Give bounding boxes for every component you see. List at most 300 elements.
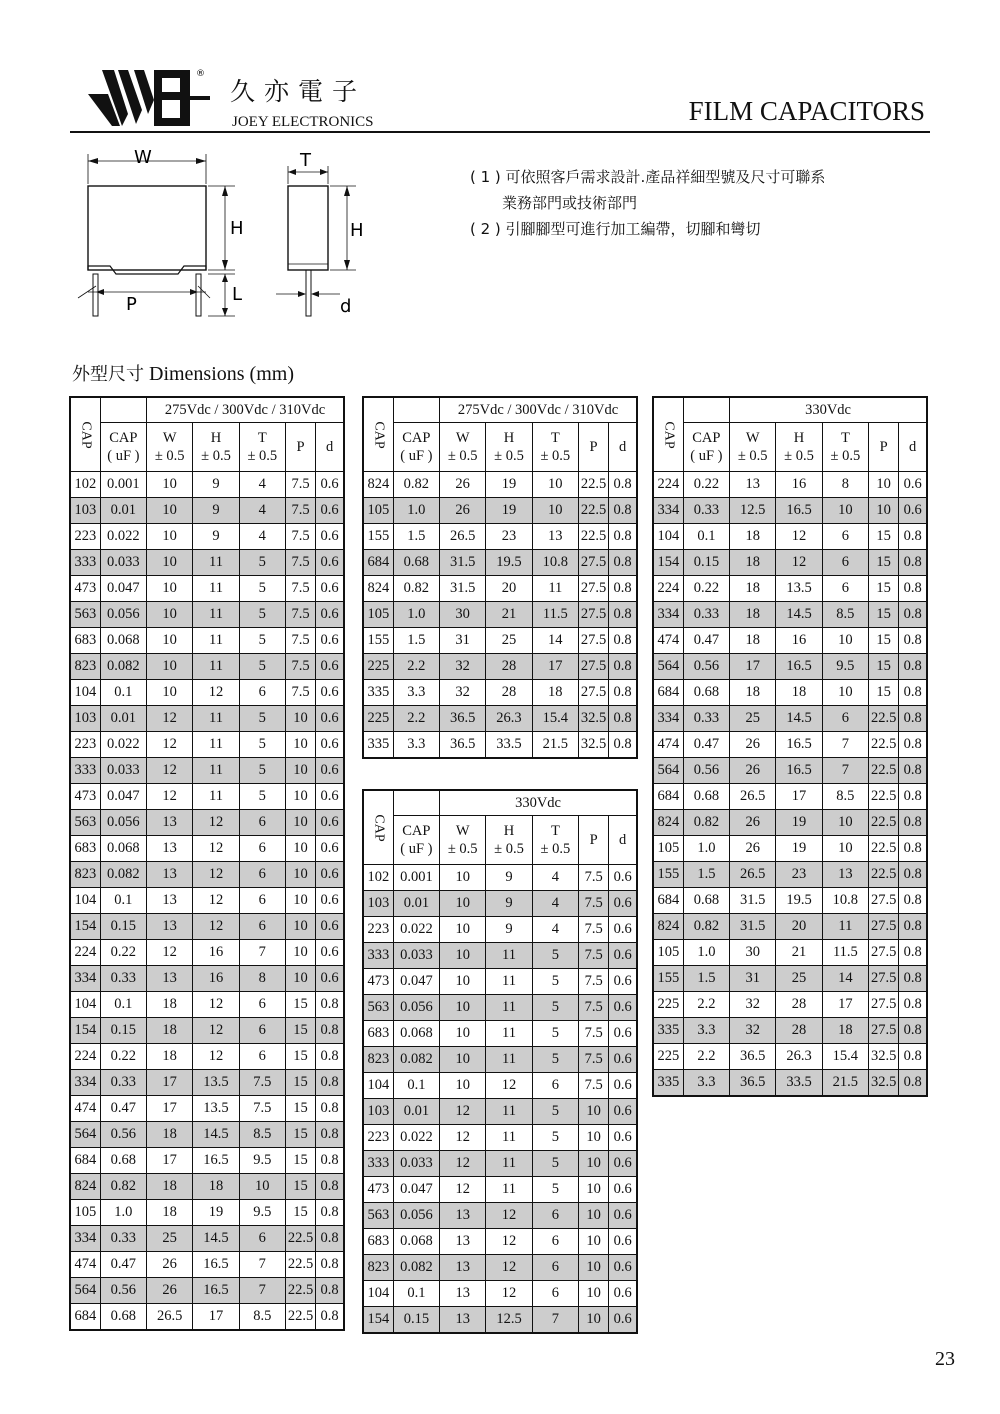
table-cell: 0.6 (899, 498, 927, 524)
table-cell: 0.6 (609, 1307, 637, 1334)
table-cell: 22.5 (285, 1304, 315, 1331)
table-cell: 0.082 (100, 654, 146, 680)
table-cell: 9.5 (822, 654, 868, 680)
table-cell: 15 (285, 1200, 315, 1226)
table-cell: 5 (239, 550, 285, 576)
table-cell: 335 (363, 680, 393, 706)
table-cell: 0.15 (100, 1018, 146, 1044)
table-cell: 11 (193, 706, 239, 732)
table-cell: 32 (730, 1018, 776, 1044)
table-cell: 10 (532, 498, 578, 524)
table-cell: 0.8 (899, 1044, 927, 1070)
table-cell: 155 (363, 524, 393, 550)
table-cell: 10 (579, 1125, 609, 1151)
table-cell: 8 (822, 472, 868, 498)
header-cap-unit: ( uF ) (400, 448, 433, 464)
table-cell: 11 (486, 1021, 532, 1047)
table-cell: 0.8 (316, 1278, 344, 1304)
table-cell: 11 (486, 1125, 532, 1151)
header-tolerance: ± 0.5 (447, 841, 478, 857)
table-cell: 15.4 (822, 1044, 868, 1070)
table-row (70, 1278, 344, 1304)
table-cell: 0.6 (609, 1203, 637, 1229)
table-cell: 563 (70, 602, 100, 628)
table-cell: 0.22 (100, 1044, 146, 1070)
table-cell: 10 (579, 1255, 609, 1281)
table-cell: 333 (70, 550, 100, 576)
table-cell: 20 (486, 576, 532, 602)
table-cell: 823 (70, 862, 100, 888)
table-cell: 15 (285, 1096, 315, 1122)
table-row (70, 602, 344, 628)
table-row (653, 550, 927, 576)
table-cell: 0.1 (100, 888, 146, 914)
header-cap-cell (393, 816, 439, 865)
table-cell: 0.8 (316, 1148, 344, 1174)
table-cell: 22.5 (285, 1226, 315, 1252)
table-row (653, 706, 927, 732)
table-cell: 19 (486, 472, 532, 498)
table-cell: 0.022 (100, 732, 146, 758)
table-cell: 12 (147, 784, 193, 810)
table-cell: 13 (147, 810, 193, 836)
header-d: d (619, 832, 627, 848)
table-row (653, 966, 927, 992)
table-cell: 7.5 (579, 1073, 609, 1099)
header-cap-code (363, 397, 393, 472)
table-cell: 9 (193, 498, 239, 524)
table-cell: 5 (239, 576, 285, 602)
table-cell: 0.6 (316, 498, 344, 524)
table-cell: 7.5 (285, 472, 315, 498)
table-row (70, 914, 344, 940)
header-tolerance: ± 0.5 (154, 448, 185, 464)
table-row (363, 1281, 637, 1307)
table-row (363, 732, 637, 759)
header-p: P (296, 439, 305, 455)
table-cell: 10 (822, 680, 868, 706)
table-cell: 6 (239, 810, 285, 836)
table-cell: 334 (653, 706, 683, 732)
header-t-cell (239, 423, 285, 472)
table-cell: 12 (193, 914, 239, 940)
table-cell: 15 (869, 602, 899, 628)
table-cell: 15 (285, 1070, 315, 1096)
table-cell: 10 (822, 836, 868, 862)
table-cell: 10 (285, 836, 315, 862)
table-cell: 22.5 (285, 1278, 315, 1304)
header-w-cell (730, 423, 776, 472)
table-cell: 18 (730, 628, 776, 654)
table-cell: 5 (532, 943, 578, 969)
table-cell: 6 (239, 888, 285, 914)
table-cell: 10 (147, 602, 193, 628)
table-cell: 26.5 (147, 1304, 193, 1331)
table-cell: 10 (869, 498, 899, 524)
table-cell: 0.6 (316, 810, 344, 836)
table-cell: 0.15 (683, 550, 729, 576)
table-cell: 10 (822, 810, 868, 836)
header-tolerance: ± 0.5 (247, 448, 278, 464)
table-cell: 0.8 (899, 784, 927, 810)
table-cell: 6 (239, 992, 285, 1018)
diagram-label-h-front: H (230, 218, 244, 239)
header-tolerance: ± 0.5 (540, 448, 571, 464)
table-cell: 36.5 (440, 706, 486, 732)
dimensions-table-2 (362, 396, 638, 759)
table-cell: 25 (730, 706, 776, 732)
header-w-cell (147, 423, 193, 472)
table-cell: 12 (440, 1177, 486, 1203)
table-row (363, 1151, 637, 1177)
header-blank (393, 790, 439, 816)
table-cell: 10 (579, 1177, 609, 1203)
table-cell: 16.5 (776, 654, 822, 680)
table-cell: 0.8 (316, 1044, 344, 1070)
table-cell: 104 (363, 1073, 393, 1099)
header-p-cell (579, 816, 609, 865)
table-cell: 473 (70, 784, 100, 810)
header-t: T (550, 430, 560, 446)
table-cell: 0.33 (683, 706, 729, 732)
table-cell: 2.2 (683, 992, 729, 1018)
table-cell: 12 (193, 1018, 239, 1044)
table-cell: 563 (363, 1203, 393, 1229)
table-cell: 19 (776, 810, 822, 836)
table-cell: 9 (486, 865, 532, 891)
table-cell: 7.5 (579, 969, 609, 995)
table-row (70, 1018, 344, 1044)
table-cell: 4 (239, 498, 285, 524)
table-cell: 10 (285, 914, 315, 940)
header-w: W (455, 430, 470, 446)
table-cell: 0.8 (316, 1096, 344, 1122)
table-cell: 16 (193, 966, 239, 992)
table-cell: 0.82 (100, 1174, 146, 1200)
table-cell: 5 (239, 706, 285, 732)
header-tolerance: ± 0.5 (830, 448, 861, 464)
header-cap-unit: ( uF ) (400, 841, 433, 857)
table-cell: 0.6 (316, 888, 344, 914)
table-cell: 12 (193, 888, 239, 914)
table-cell: 0.6 (316, 472, 344, 498)
table-cell: 0.033 (393, 943, 439, 969)
table-cell: 11 (193, 758, 239, 784)
table-cell: 11 (193, 654, 239, 680)
table-row (70, 1096, 344, 1122)
table-cell: 27.5 (578, 628, 608, 654)
table-cell: 25 (147, 1226, 193, 1252)
table-row (653, 784, 927, 810)
table-cell: 0.82 (683, 914, 729, 940)
table-row (653, 576, 927, 602)
table-cell: 10 (579, 1151, 609, 1177)
table-cell: 684 (653, 888, 683, 914)
table-cell: 0.068 (100, 628, 146, 654)
table-cell: 7 (822, 732, 868, 758)
table-row (70, 1070, 344, 1096)
table-cell: 0.8 (609, 706, 637, 732)
table-cell: 18 (193, 1174, 239, 1200)
table-cell: 103 (363, 1099, 393, 1125)
table-row (70, 862, 344, 888)
table-cell: 0.6 (316, 758, 344, 784)
table-cell: 18 (147, 1122, 193, 1148)
header-cap-unit: ( uF ) (107, 448, 140, 464)
table-cell: 5 (239, 784, 285, 810)
header-d-cell (609, 816, 637, 865)
table-cell: 19 (486, 498, 532, 524)
table-cell: 12 (193, 810, 239, 836)
table-cell: 3.3 (683, 1018, 729, 1044)
header-cap: CAP (402, 430, 431, 446)
header-tolerance: ± 0.5 (201, 448, 231, 464)
header-h-cell (776, 423, 822, 472)
table-cell: 10.8 (532, 550, 578, 576)
table-cell: 32.5 (578, 732, 608, 759)
table-cell: 683 (363, 1229, 393, 1255)
table-cell: 10 (440, 1021, 486, 1047)
table-cell: 2.2 (683, 1044, 729, 1070)
table-cell: 26.5 (440, 524, 486, 550)
header-cap: CAP (692, 430, 721, 446)
table-cell: 0.6 (609, 995, 637, 1021)
table-cell: 6 (532, 1281, 578, 1307)
table-cell: 4 (532, 865, 578, 891)
table-cell: 12 (147, 706, 193, 732)
table-cell: 10 (440, 1073, 486, 1099)
table-cell: 10 (440, 891, 486, 917)
table-cell: 12 (440, 1099, 486, 1125)
table-cell: 224 (653, 576, 683, 602)
table-cell: 27.5 (869, 966, 899, 992)
header-w: W (162, 430, 177, 446)
table-row (653, 1018, 927, 1044)
table-row (653, 1044, 927, 1070)
table-cell: 12 (147, 940, 193, 966)
table-cell: 18 (147, 1174, 193, 1200)
table-cell: 22.5 (869, 836, 899, 862)
table-cell: 0.01 (100, 498, 146, 524)
table-cell: 7.5 (285, 654, 315, 680)
table-cell: 12 (776, 550, 822, 576)
table-cell: 225 (653, 992, 683, 1018)
table-cell: 18 (730, 524, 776, 550)
table-cell: 2.2 (393, 706, 439, 732)
header-t: T (257, 430, 267, 446)
table-cell: 223 (70, 732, 100, 758)
table-cell: 0.68 (100, 1148, 146, 1174)
table-cell: 16.5 (193, 1252, 239, 1278)
table-cell: 0.82 (683, 810, 729, 836)
table-cell: 9 (486, 917, 532, 943)
table-cell: 0.082 (100, 862, 146, 888)
table-cell: 0.6 (609, 1177, 637, 1203)
diagram-label-d: d (340, 296, 352, 317)
table-cell: 0.33 (100, 966, 146, 992)
table-cell: 8.5 (239, 1304, 285, 1331)
table-cell: 22.5 (578, 498, 608, 524)
table-cell: 5 (532, 1099, 578, 1125)
table-cell: 26 (440, 472, 486, 498)
table-cell: 0.047 (100, 576, 146, 602)
table-cell: 1.0 (393, 602, 439, 628)
table-cell: 7.5 (579, 943, 609, 969)
table-cell: 19 (193, 1200, 239, 1226)
table-cell: 0.022 (100, 524, 146, 550)
table-cell: 0.22 (683, 576, 729, 602)
section-title-chinese: 外型尺寸 (72, 364, 144, 385)
table-cell: 18 (730, 602, 776, 628)
table-cell: 12 (193, 862, 239, 888)
table-cell: 31.5 (440, 576, 486, 602)
table-cell: 0.68 (683, 784, 729, 810)
table-cell: 23 (776, 862, 822, 888)
table-cell: 0.68 (683, 680, 729, 706)
header-w: W (455, 823, 470, 839)
table-cell: 22.5 (869, 706, 899, 732)
table-cell: 31.5 (730, 914, 776, 940)
table-cell: 17 (147, 1070, 193, 1096)
table-cell: 0.6 (316, 576, 344, 602)
table-cell: 16 (193, 940, 239, 966)
table-cell: 10 (285, 706, 315, 732)
table-cell: 5 (239, 602, 285, 628)
page-number: 23 (935, 1348, 955, 1370)
table-row (363, 1021, 637, 1047)
table-row (363, 1177, 637, 1203)
table-cell: 0.8 (316, 1122, 344, 1148)
table-row (363, 1073, 637, 1099)
table-cell: 104 (70, 888, 100, 914)
table-cell: 0.8 (899, 732, 927, 758)
table-cell: 0.1 (393, 1073, 439, 1099)
table-row (363, 1203, 637, 1229)
table-row (70, 706, 344, 732)
table-cell: 27.5 (869, 888, 899, 914)
table-cell: 7 (532, 1307, 578, 1334)
table-cell: 11 (486, 995, 532, 1021)
table-cell: 12 (440, 1125, 486, 1151)
table-cell: 26 (730, 732, 776, 758)
table-cell: 105 (363, 602, 393, 628)
table-row (363, 917, 637, 943)
header-d-cell (316, 423, 344, 472)
table-cell: 26.3 (486, 706, 532, 732)
table-cell: 335 (653, 1070, 683, 1097)
header-p: P (879, 439, 888, 455)
table-cell: 335 (653, 1018, 683, 1044)
table-cell: 0.33 (100, 1226, 146, 1252)
table-cell: 12 (486, 1203, 532, 1229)
table-cell: 1.5 (393, 524, 439, 550)
table-cell: 0.6 (316, 602, 344, 628)
table-cell: 225 (653, 1044, 683, 1070)
table-cell: 19.5 (776, 888, 822, 914)
table-cell: 11 (486, 1177, 532, 1203)
table-cell: 13 (532, 524, 578, 550)
header-blank (393, 397, 439, 423)
table-cell: 563 (70, 810, 100, 836)
table-cell: 15 (285, 1148, 315, 1174)
table-cell: 12 (147, 758, 193, 784)
table-cell: 7 (239, 1252, 285, 1278)
header-d: d (909, 439, 917, 455)
table-cell: 105 (363, 498, 393, 524)
table-cell: 154 (70, 914, 100, 940)
table-cell: 7.5 (285, 680, 315, 706)
table-cell: 15 (285, 992, 315, 1018)
table-row (363, 498, 637, 524)
table-cell: 9 (193, 524, 239, 550)
table-cell: 684 (653, 784, 683, 810)
company-logo (88, 66, 210, 128)
table-cell: 0.6 (609, 917, 637, 943)
table-cell: 13 (147, 966, 193, 992)
table-cell: 223 (70, 524, 100, 550)
table-cell: 7.5 (579, 1047, 609, 1073)
table-row (653, 888, 927, 914)
table-cell: 104 (363, 1281, 393, 1307)
table-cell: 7.5 (239, 1096, 285, 1122)
table-row (653, 524, 927, 550)
table-cell: 10 (285, 940, 315, 966)
table-row (70, 732, 344, 758)
table-cell: 10 (285, 732, 315, 758)
table-cell: 16.5 (193, 1278, 239, 1304)
table-row (363, 995, 637, 1021)
table-row (70, 810, 344, 836)
table-cell: 17 (822, 992, 868, 1018)
table-cell: 10 (147, 680, 193, 706)
table-cell: 0.068 (393, 1021, 439, 1047)
table-cell: 0.6 (899, 472, 927, 498)
table-cell: 17 (532, 654, 578, 680)
header-cap: CAP (402, 823, 431, 839)
table-row (70, 628, 344, 654)
table-cell: 18 (147, 1044, 193, 1070)
table-cell: 11.5 (532, 602, 578, 628)
table-cell: 13.5 (776, 576, 822, 602)
table-cell: 13 (440, 1307, 486, 1334)
table-cell: 18 (776, 680, 822, 706)
table-cell: 7.5 (579, 917, 609, 943)
table-cell: 0.33 (683, 602, 729, 628)
table-cell: 5 (532, 995, 578, 1021)
table-cell: 28 (486, 654, 532, 680)
table-cell: 26.5 (730, 784, 776, 810)
table-row (653, 602, 927, 628)
header-tolerance: ± 0.5 (447, 448, 478, 464)
table-cell: 10 (440, 943, 486, 969)
table-cell: 684 (70, 1304, 100, 1331)
header-t: T (550, 823, 560, 839)
table-cell: 5 (532, 1151, 578, 1177)
table-cell: 12 (486, 1281, 532, 1307)
table-cell: 333 (363, 1151, 393, 1177)
table-cell: 0.47 (100, 1252, 146, 1278)
table-cell: 0.8 (609, 498, 637, 524)
table-cell: 474 (70, 1252, 100, 1278)
table-cell: 224 (70, 1044, 100, 1070)
table-row (70, 1122, 344, 1148)
table-cell: 17 (776, 784, 822, 810)
table-cell: 0.8 (316, 1018, 344, 1044)
table-cell: 0.6 (609, 1125, 637, 1151)
table-cell: 13 (147, 862, 193, 888)
table-cell: 27.5 (578, 680, 608, 706)
table-cell: 0.8 (609, 576, 637, 602)
